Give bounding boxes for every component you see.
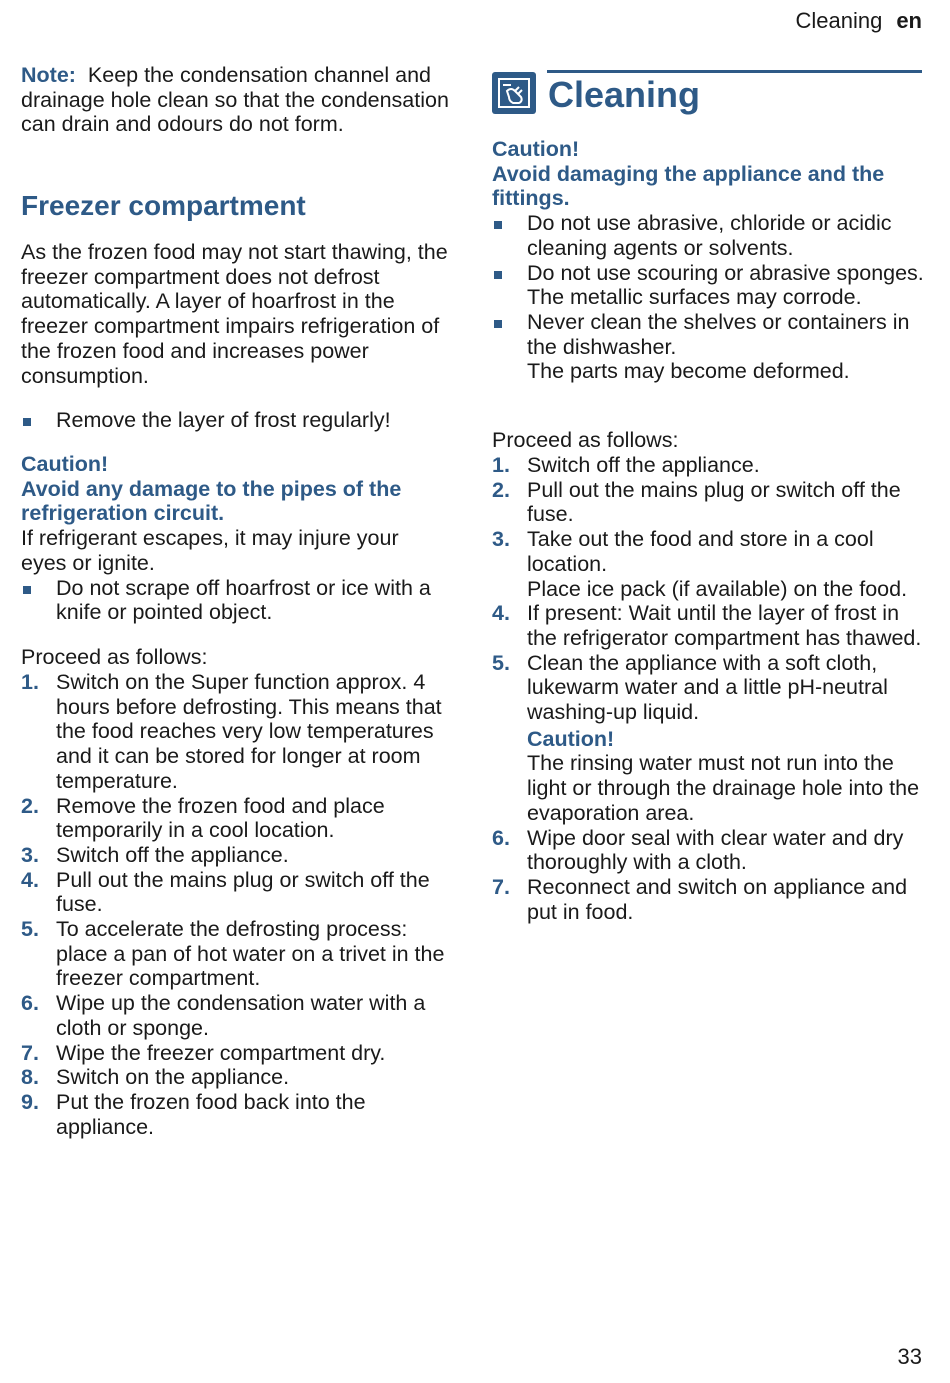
note-text: Keep the condensation channel and drainage hole clean so that the condensation can drain and odours do not form.: [21, 63, 449, 137]
cleaning-caution-block: [492, 137, 924, 384]
step-item: 1. Switch on the Super function approx. 4 hours before defrosting. This means that the food reaches very low temperatures and it can be stored for longer at room temperature.: [21, 670, 442, 793]
step-caution-text: The rinsing water must not run into the light or through the drainage hole into the evaporation area.: [527, 751, 920, 825]
right-proceed-label: Proceed as follows:: [492, 428, 679, 452]
step-item: 2. Pull out the mains plug or switch off the fuse.: [492, 477, 901, 527]
caution-text: If refrigerant escapes, it may injure your eyes or ignite.: [21, 526, 399, 575]
page-number: 33: [897, 1344, 922, 1369]
step-item: 1. Switch off the appliance.: [492, 453, 760, 477]
title-rule: [547, 70, 922, 73]
note-label: Note:: [21, 63, 76, 87]
step-item: 7. Wipe the freezer compartment dry.: [21, 1040, 386, 1065]
defrost-steps: [21, 670, 449, 1139]
cleaning-title-bar: [492, 70, 922, 116]
caution-bullet-list: [21, 576, 449, 625]
step-item: 4. Pull out the mains plug or switch off the fuse.: [21, 867, 430, 917]
caution-block: [21, 452, 449, 625]
caution-title: Caution!: [492, 137, 580, 161]
step-item: 7. Reconnect and switch on appliance and put in food.: [492, 874, 908, 924]
freezer-title: Freezer compartment: [21, 190, 306, 221]
frost-bullet-list: [21, 408, 449, 433]
cleaning-hand-icon: [492, 72, 536, 114]
step-item: 3. Take out the food and store in a cool location. Place ice pack (if available) on the food.: [492, 527, 908, 601]
step-item: 8. Switch on the appliance.: [21, 1065, 290, 1090]
step-item: 4. If present: Wait until the layer of frost in the refrigerator compartment has thawed.: [492, 601, 922, 650]
note-block: [21, 63, 449, 137]
list-item: Do not scrape off hoarfrost or ice with a knife or pointed object.: [21, 576, 449, 625]
header-section: Cleaning: [795, 8, 883, 33]
step-item: 6. Wipe up the condensation water with a cloth or sponge.: [21, 991, 426, 1040]
header-lang: en: [896, 8, 922, 33]
list-item: Remove the layer of frost regularly!: [21, 408, 449, 433]
page-header: [795, 8, 922, 34]
cleaning-steps: [492, 453, 924, 924]
step-item: 6. Wipe door seal with clear water and dry thoroughly with a cloth.: [492, 825, 904, 875]
list-item: Never clean the shelves or containers in the dishwasher. The parts may become deformed.: [492, 310, 924, 384]
step-item: 2. Remove the frozen food and place temporarily in a cool location.: [21, 793, 385, 843]
step-caution-title: Caution!: [527, 726, 615, 751]
left-proceed-label: Proceed as follows:: [21, 645, 208, 669]
freezer-paragraph: As the frozen food may not start thawing, the freezer compartment does not defrost automatically. A layer of hoarfrost in the freezer compartment impairs refrigeration of the frozen food and increases power consumption.: [21, 240, 448, 388]
step-item: 9. Put the frozen food back into the appliance.: [21, 1089, 366, 1139]
step-item: 5. Clean the appliance with a soft cloth, lukewarm water and a little pH-neutral washing-up liquid. Caution! The rinsing water must not run into the light or through the drainage hole into the evaporation area.: [492, 651, 924, 826]
list-item: Do not use scouring or abrasive sponges. The metallic surfaces may corrode.: [492, 261, 924, 310]
list-item: Do not use abrasive, chloride or acidic cleaning agents or solvents.: [492, 211, 924, 260]
caution-subtitle: Avoid any damage to the pipes of the refrigeration circuit.: [21, 476, 402, 526]
step-item: 3. Switch off the appliance.: [21, 842, 289, 867]
caution-subtitle: Avoid damaging the appliance and the fittings.: [492, 161, 885, 211]
caution-title: Caution!: [21, 452, 109, 476]
caution-bullet-list: [492, 211, 924, 384]
cleaning-title: Cleaning: [548, 74, 701, 115]
step-item: 5. To accelerate the defrosting process: place a pan of hot water on a trivet in the freezer compartment.: [21, 917, 445, 991]
